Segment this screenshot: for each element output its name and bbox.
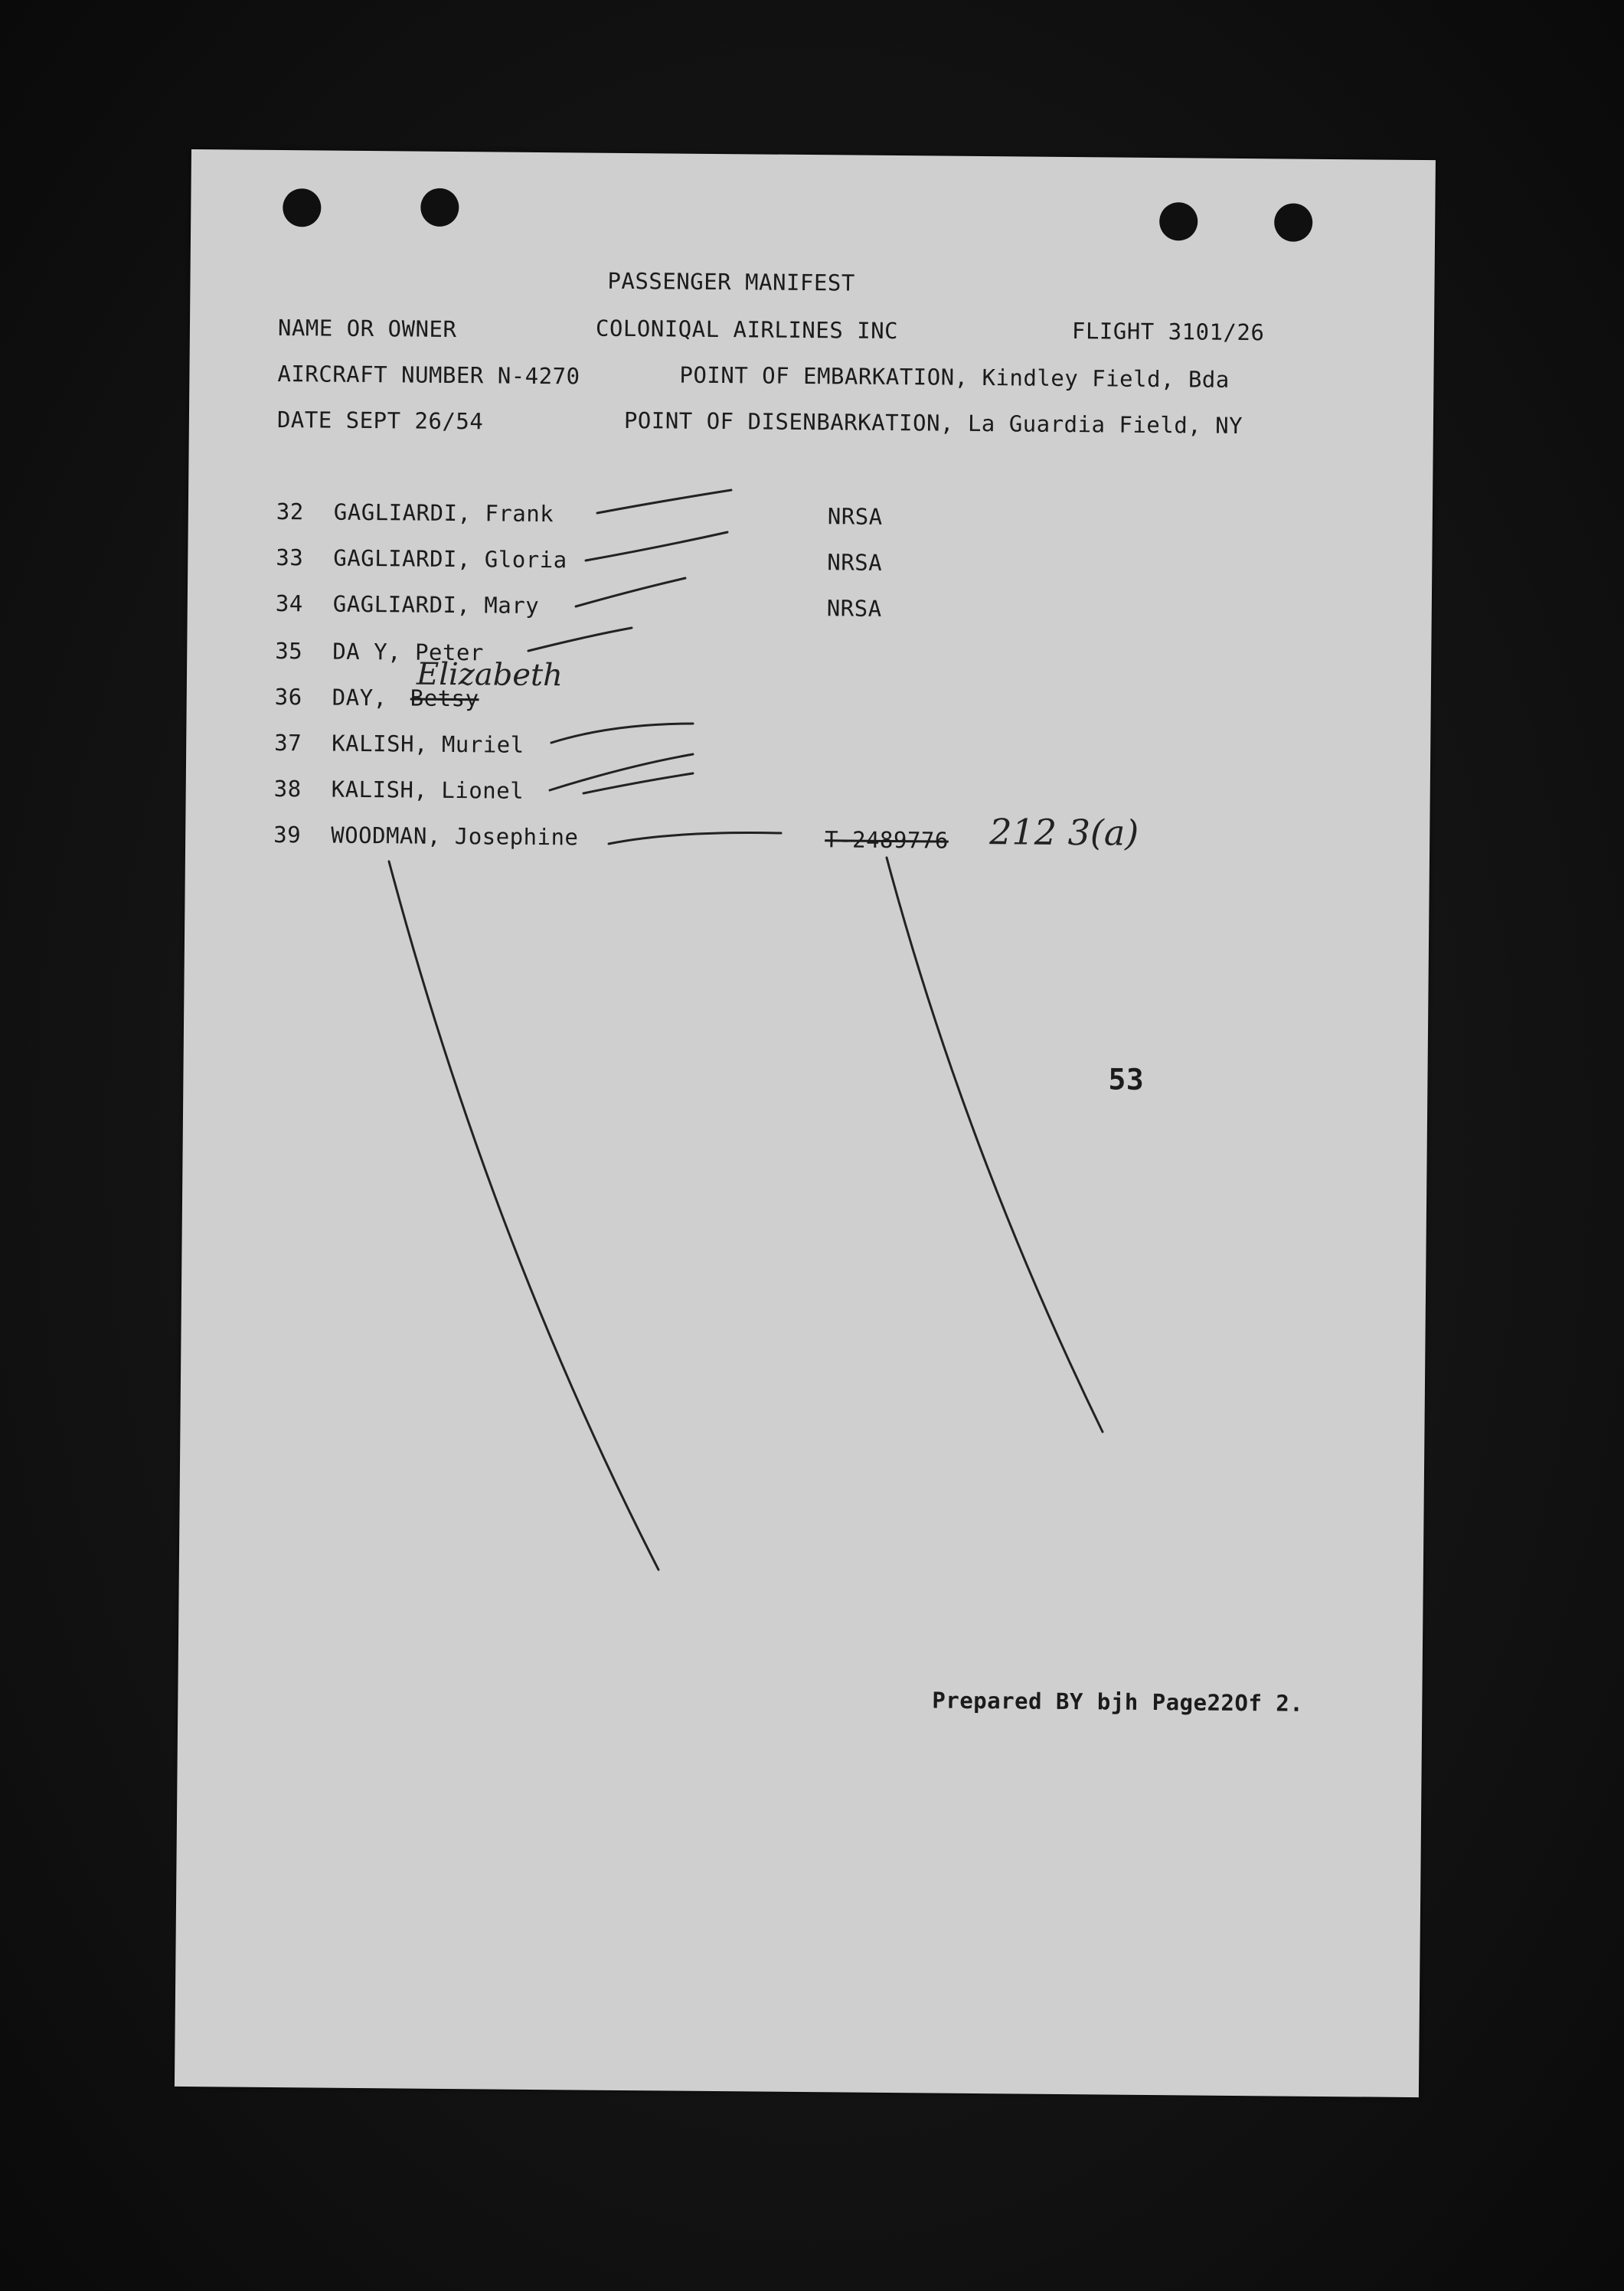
passenger-name: DA Y, Peter (332, 638, 484, 666)
flight-number: FLIGHT 3101/26 (1071, 318, 1265, 346)
passenger-number: 34 (275, 590, 303, 617)
handwritten-name-correction: Elizabeth (416, 656, 564, 694)
punch-hole (1274, 203, 1312, 241)
passenger-name: GAGLIARDI, Frank (333, 498, 554, 528)
owner-value: COLONIQAL AIRLINES INC (595, 315, 899, 345)
page-number-stamp: 53 (1108, 1062, 1145, 1096)
manifest-title: PASSENGER MANIFEST (607, 267, 855, 296)
aircraft-number: AIRCRAFT NUMBER N-4270 (277, 360, 580, 390)
passenger-number: 32 (276, 498, 304, 525)
passenger-name: KALISH, Muriel (332, 730, 524, 758)
passenger-number: 37 (274, 729, 302, 757)
passenger-number: 38 (273, 775, 302, 802)
passenger-number: 33 (276, 544, 304, 571)
passenger-name: GAGLIARDI, Mary (332, 590, 540, 619)
passenger-number: 39 (273, 821, 302, 848)
passenger-name: WOODMAN, Josephine (331, 822, 579, 851)
passenger-number: 36 (274, 683, 302, 711)
passenger-name: KALISH, Lionel (331, 776, 524, 804)
passenger-number: 35 (275, 637, 303, 665)
footer-prepared-by: Prepared BY bjh Page22Of 2. (932, 1687, 1304, 1717)
passenger-status: NRSA (826, 595, 882, 622)
struck-out-name: Betsy (410, 685, 479, 712)
manifest-page (175, 149, 1436, 2097)
punch-hole (283, 188, 321, 227)
embarkation-point: POINT OF EMBARKATION, Kindley Field, Bda (679, 361, 1230, 393)
disembarkation-point: POINT OF DISENBARKATION, La Guardia Field, NY (623, 407, 1243, 439)
owner-label: NAME OR OWNER (277, 314, 457, 343)
passenger-status: NRSA (827, 549, 883, 576)
passenger-status: NRSA (827, 503, 883, 530)
passenger-name: DAY, (332, 684, 387, 711)
struck-out-ticket-number: T-2489776 (825, 826, 949, 854)
handwritten-code: 212 3(a) (989, 811, 1139, 854)
passenger-name: GAGLIARDI, Gloria (333, 544, 567, 574)
punch-hole (420, 188, 459, 227)
punch-hole (1159, 202, 1198, 240)
manifest-date: DATE SEPT 26/54 (276, 406, 484, 435)
